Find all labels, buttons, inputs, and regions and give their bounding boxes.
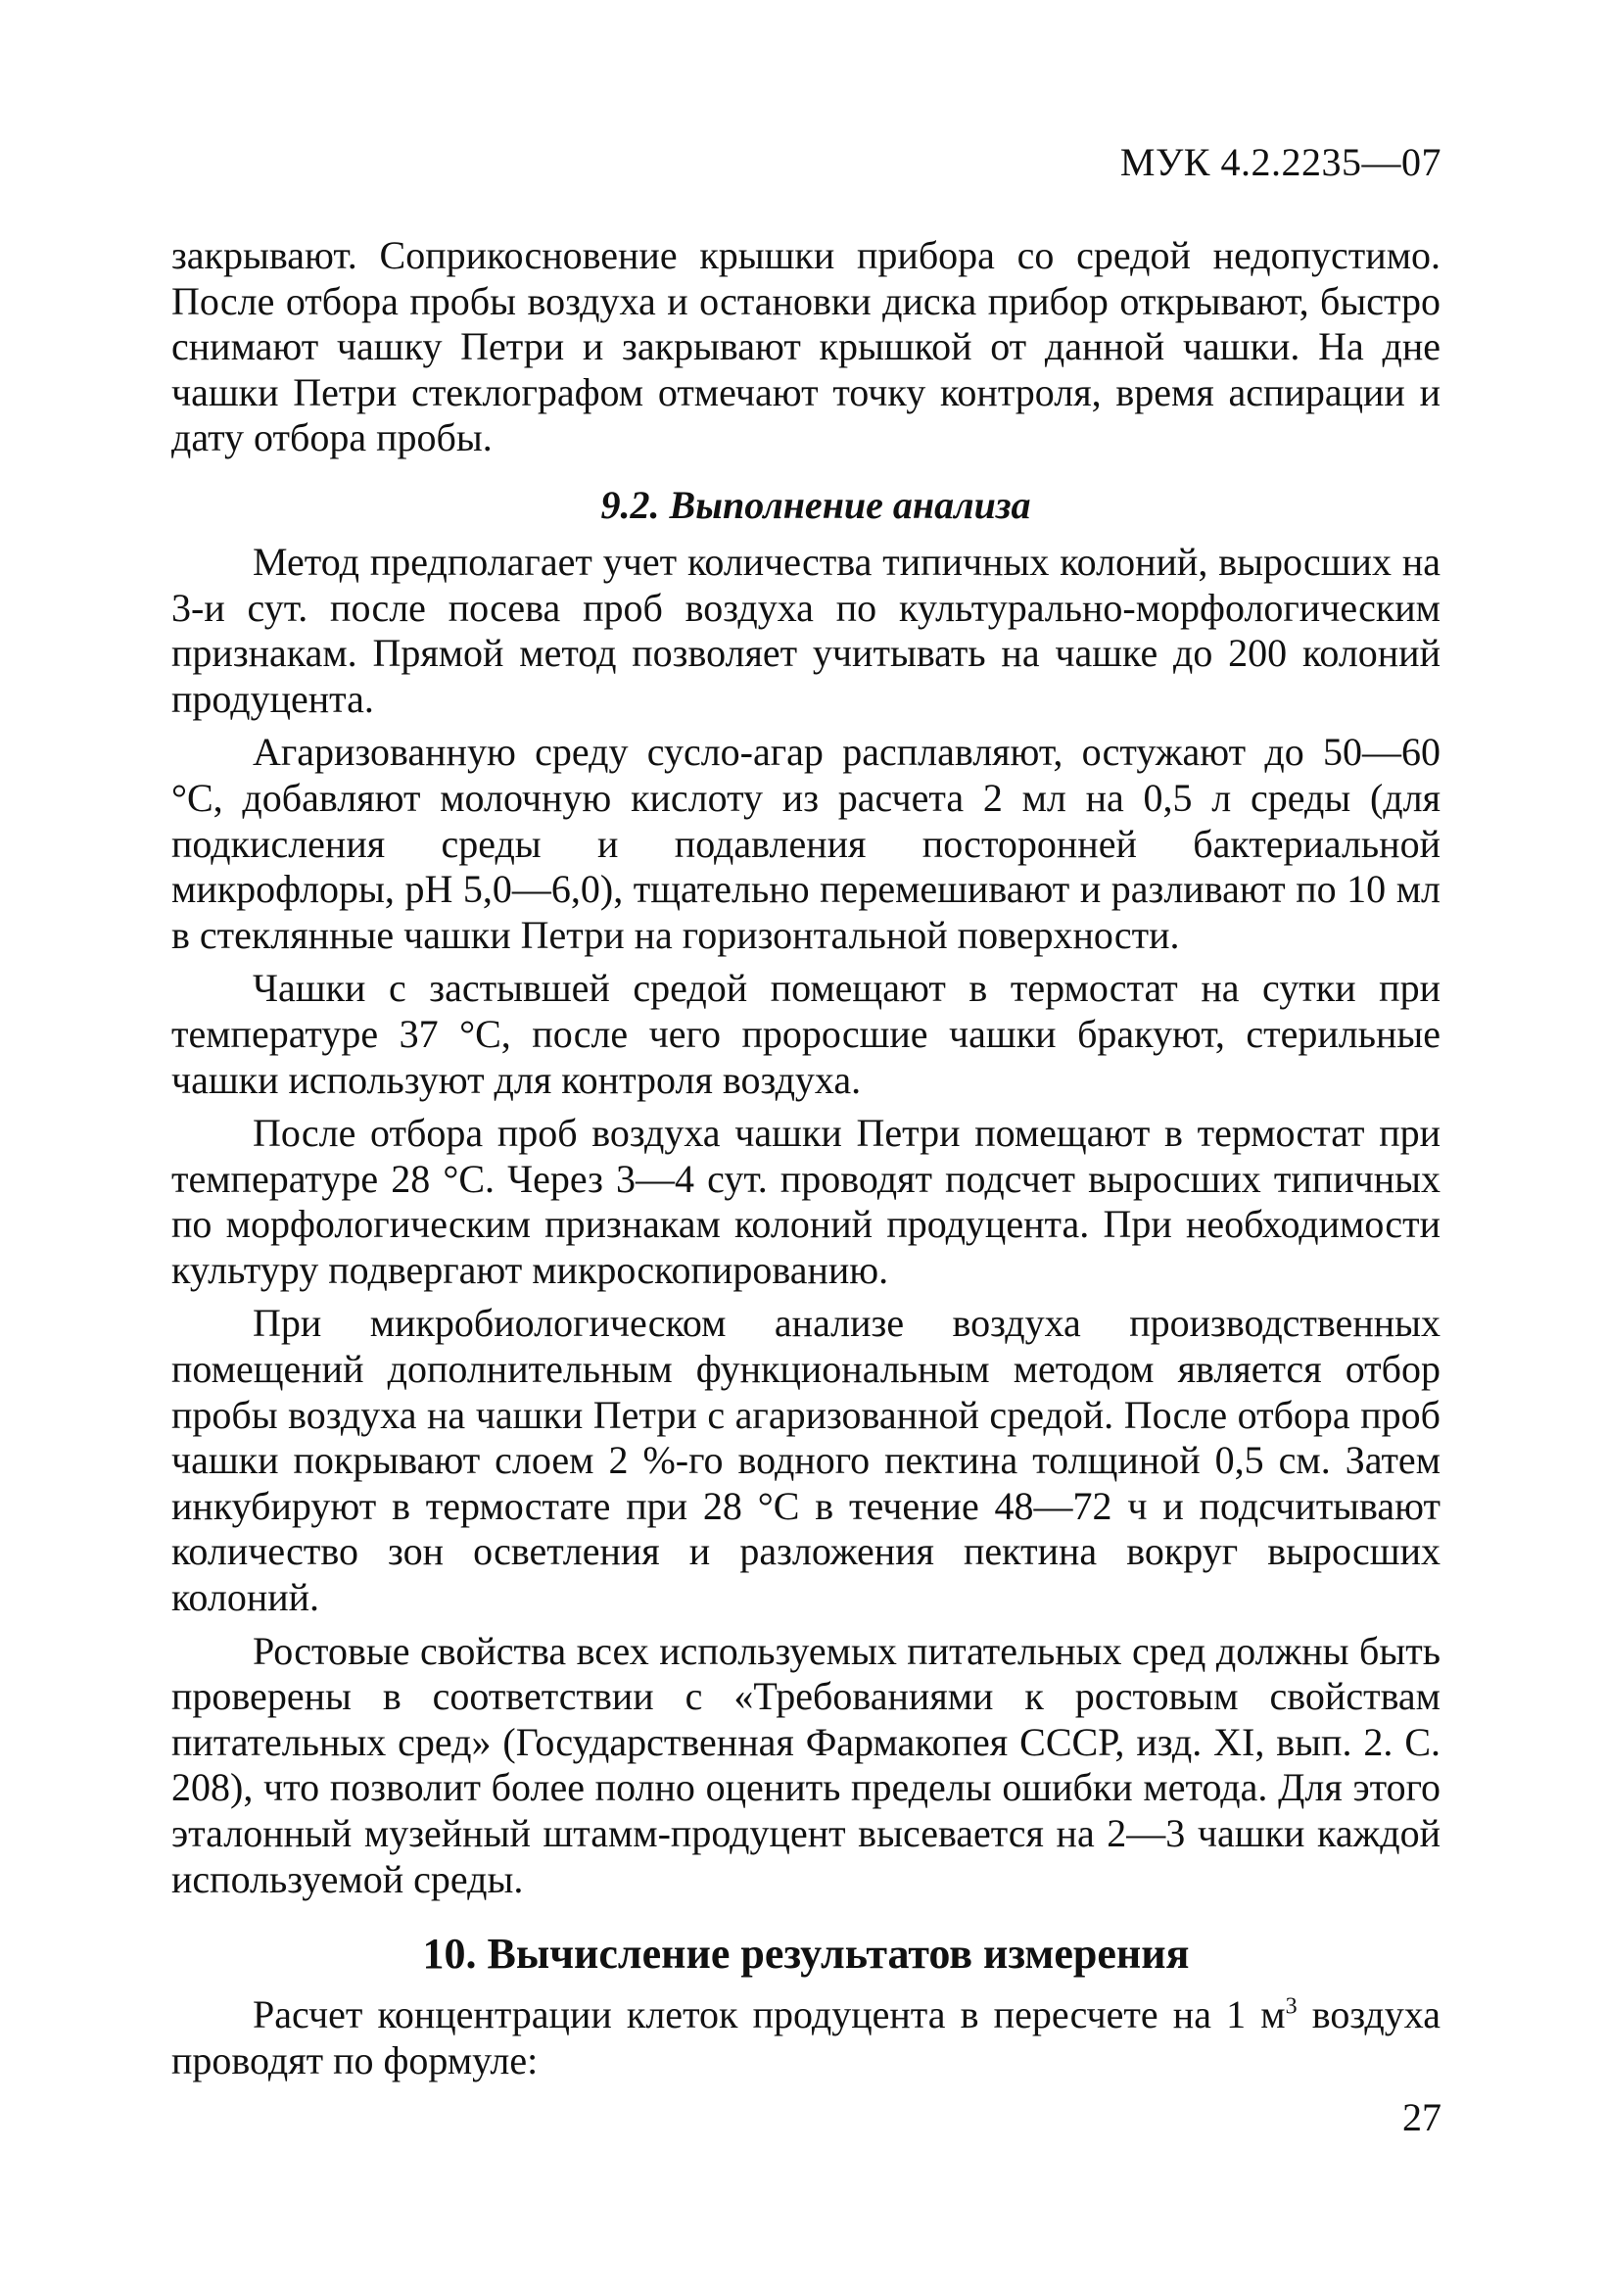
subsection-heading-9-2: 9.2. Выполнение анализа — [600, 482, 1031, 527]
paragraph-thermostat: Чашки с застывшей средой помещают в термостат на сутки при температуре 37 °С, после чего проросшие чашки бракуют, стерильные чашки используют для контроля воздуха. — [171, 966, 1441, 1102]
page-number: 27 — [1402, 2095, 1441, 2139]
cubic-superscript: 3 — [1285, 1993, 1298, 2020]
formula-intro-text-end: воздуха проводят по формуле: — [171, 1992, 1441, 2082]
paragraph-method: Метод предполагает учет количества типичных колоний, выросших на 3-и сут. после посева проб воздуха по культурально-морфологическим признакам. Прямой метод позволяет учитывать на чашке до 200 колоний продуцента. — [171, 539, 1441, 721]
document-code-header: МУК 4.2.2235—07 — [1119, 140, 1441, 184]
paragraph-continuation: закрывают. Соприкосновение крышки прибора со средой недопустимо. После отбора пробы воздуха и остановки диска прибор открывают, быстро снимают чашку Петри и закрывают крышкой от данной чашки. На дне чашки Петри стеклографом отмечают точку контроля, время аспирации и дату отбора пробы. — [171, 233, 1441, 460]
section-heading-10: 10. Вычисление результатов измерения — [422, 1930, 1190, 1979]
page-body — [171, 233, 1441, 2083]
paragraph-agar-preparation: Агаризованную среду сусло-агар расплавляют, остужают до 50—60 °С, добавляют молочную кислоту из расчета 2 мл на 0,5 л среды (для подкисления среды и подавления посторонней бактериальной микрофлоры, pH 5,0—6,0), тщательно перемешивают и разливают по 10 мл в стеклянные чашки Петри на горизонтальной поверхности. — [171, 730, 1441, 957]
paragraph-formula-intro — [171, 1992, 1441, 2083]
paragraph-pectin-method: При микробиологическом анализе воздуха производственных помещений дополнительным функциональным методом является отбор пробы воздуха на чашки Петри с агаризованной средой. После отбора проб чашки покрывают слоем 2 %-го водного пектина толщиной 0,5 см. Затем инкубируют в термостате при 28 °С в течение 48—72 ч и подсчитывают количество зон осветления и разложения пектина вокруг выросших колоний. — [171, 1301, 1441, 1620]
paragraph-incubation: После отбора проб воздуха чашки Петри помещают в термостат при температуре 28 °С. Через 3—4 сут. проводят подсчет выросших типичных по морфологическим признакам колоний продуцента. При необходимости культуру подвергают микроскопированию. — [171, 1111, 1441, 1292]
formula-intro-text-start: Расчет концентрации клеток продуцента в пересчете на 1 м — [253, 1992, 1286, 2037]
paragraph-growth-properties: Ростовые свойства всех используемых питательных сред должны быть проверены в соответствии с «Требованиями к ростовым свойствам питательных сред» (Государственная Фармакопея СССР, изд. XI, вып. 2. С. 208), что позволит более полно оценить пределы ошибки метода. Для этого эталонный музейный штамм-продуцент высевается на 2—3 чашки каждой используемой среды. — [171, 1628, 1441, 1901]
